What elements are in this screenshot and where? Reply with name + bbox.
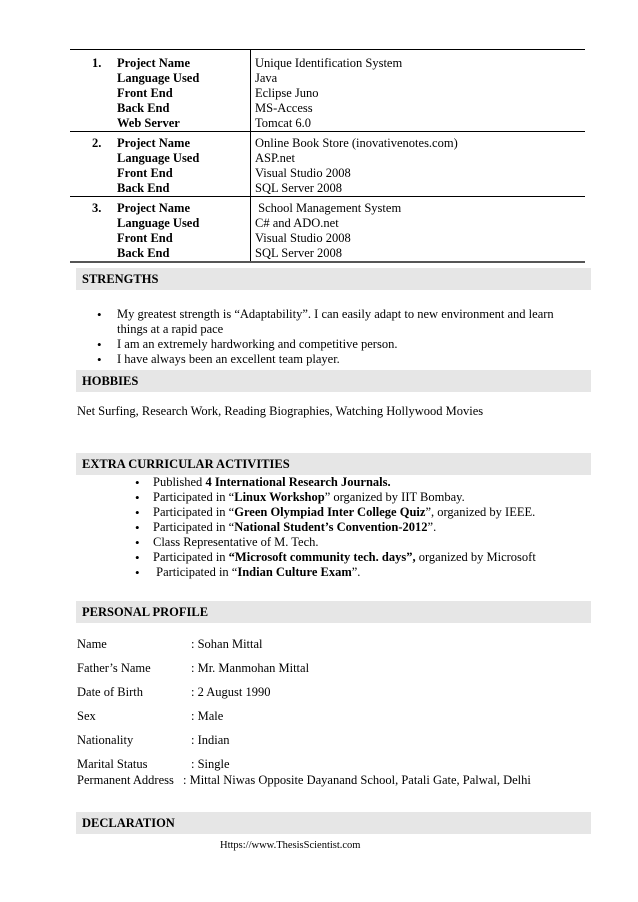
profile-key: Sex xyxy=(77,709,96,723)
extra-curricular-header: EXTRA CURRICULAR ACTIVITIES xyxy=(76,453,591,475)
project-field-label: Back End xyxy=(117,101,170,115)
profile-key: Date of Birth xyxy=(77,685,143,699)
project-field-value: Eclipse Juno xyxy=(255,86,319,100)
activity-text-bold: 4 International Research Journals. xyxy=(205,475,391,489)
project-number xyxy=(92,86,117,101)
activity-text-bold: Indian Culture Exam xyxy=(237,565,352,579)
project-number xyxy=(92,231,117,246)
project-field-label: Web Server xyxy=(117,116,180,130)
project-field-label: Project Name xyxy=(117,136,190,150)
profile-value: : Single xyxy=(191,757,230,771)
bullet-icon: • xyxy=(135,565,140,580)
activity-text-pre: Participated in “ xyxy=(153,490,235,504)
activity-text-pre: Published xyxy=(153,475,206,489)
project-values xyxy=(251,132,586,197)
list-item xyxy=(135,535,585,550)
project-number xyxy=(92,71,117,86)
list-item xyxy=(135,475,585,490)
permanent-address: Permanent Address : Mittal Niwas Opposite Dayanand School, Patali Gate, Palwal, Delhi xyxy=(77,773,531,787)
project-number xyxy=(92,151,117,166)
activity-text-post: organized by Microsoft xyxy=(415,550,536,564)
list-item: • My greatest strength is “Adaptability”. I can easily adapt to new environment and learn xyxy=(97,307,554,322)
profile-key: Name xyxy=(77,637,107,651)
project-number: 1. xyxy=(92,56,102,70)
activity-text-post: ”. xyxy=(351,565,361,579)
profile-row xyxy=(77,757,230,772)
hobbies-header: HOBBIES xyxy=(76,370,591,392)
project-field-label: Front End xyxy=(117,86,173,100)
project-field-label: Language Used xyxy=(117,216,200,230)
project-field-label: Back End xyxy=(117,181,170,195)
activity-text-pre: Participated in “ xyxy=(153,505,235,519)
declaration-header: DECLARATION xyxy=(76,812,591,834)
profile-value: : 2 August 1990 xyxy=(191,685,271,699)
activity-text-bold: National Student’s Convention-2012 xyxy=(234,520,428,534)
project-field-value: Unique Identification System xyxy=(255,56,403,70)
project-field-value: SQL Server 2008 xyxy=(255,181,343,195)
list-item: • I have always been an excellent team player. xyxy=(97,352,340,367)
profile-key: Nationality xyxy=(77,733,134,747)
project-field-value: C# and ADO.net xyxy=(255,216,339,230)
profile-value: : Male xyxy=(191,709,224,723)
project-row xyxy=(70,197,585,263)
bullet-icon: • xyxy=(97,307,102,322)
projects-table xyxy=(70,49,585,263)
list-item xyxy=(135,490,585,505)
project-labels xyxy=(70,50,251,132)
project-values xyxy=(251,197,586,263)
profile-row xyxy=(77,733,230,748)
project-field-label: Front End xyxy=(117,166,173,180)
activity-text-pre: Participated in xyxy=(153,550,229,564)
project-number xyxy=(92,181,117,196)
bullet-icon: • xyxy=(135,550,140,565)
activity-text-post: ”. xyxy=(427,520,437,534)
bullet-icon: • xyxy=(135,490,140,505)
footer-url: Https://www.ThesisScientist.com xyxy=(220,840,361,851)
profile-row xyxy=(77,685,271,700)
activity-text-pre: Participated in “ xyxy=(153,520,235,534)
activity-text-post: ”, organized by IEEE. xyxy=(425,505,536,519)
list-item: • I am an extremely hardworking and competitive person. xyxy=(97,337,398,352)
project-field-value: Visual Studio 2008 xyxy=(255,231,351,245)
project-field-value: SQL Server 2008 xyxy=(255,246,343,260)
bullet-icon: • xyxy=(135,505,140,520)
project-field-label: Project Name xyxy=(117,201,190,215)
strengths-header: STRENGTHS xyxy=(76,268,591,290)
profile-key: Marital Status xyxy=(77,757,148,771)
project-number xyxy=(92,116,117,131)
list-item xyxy=(135,505,585,520)
profile-row xyxy=(77,637,263,652)
profile-row xyxy=(77,661,309,676)
project-field-value: Tomcat 6.0 xyxy=(255,116,312,130)
project-labels xyxy=(70,132,251,197)
project-number xyxy=(92,166,117,181)
personal-profile-header: PERSONAL PROFILE xyxy=(76,601,591,623)
project-field-value: Visual Studio 2008 xyxy=(255,166,351,180)
profile-value: : Mr. Manmohan Mittal xyxy=(191,661,310,675)
activity-text-pre: Class Representative of M. Tech. xyxy=(153,535,319,549)
project-labels xyxy=(70,197,251,263)
project-number: 3. xyxy=(92,201,102,215)
activity-text-pre: Participated in “ xyxy=(153,565,238,579)
activity-text-bold: “Microsoft community tech. days”, xyxy=(228,550,416,564)
strengths-list xyxy=(97,307,587,367)
project-field-value: MS-Access xyxy=(255,101,313,115)
profile-value: : Indian xyxy=(191,733,230,747)
list-item xyxy=(135,550,585,565)
project-number xyxy=(92,101,117,116)
bullet-icon: • xyxy=(97,352,102,367)
project-field-label: Language Used xyxy=(117,71,200,85)
bullet-icon: • xyxy=(135,520,140,535)
profile-value: : Sohan Mittal xyxy=(191,637,263,651)
profile-key: Father’s Name xyxy=(77,661,151,675)
extra-curricular-list xyxy=(135,475,585,580)
project-row xyxy=(70,50,585,132)
project-field-label: Language Used xyxy=(117,151,200,165)
project-number xyxy=(92,246,117,261)
activity-text-bold: Green Olympiad Inter College Quiz xyxy=(234,505,426,519)
bullet-icon: • xyxy=(97,337,102,352)
project-field-value: Java xyxy=(255,71,278,85)
list-item xyxy=(135,565,585,580)
project-field-value: Online Book Store (inovativenotes.com) xyxy=(255,136,458,150)
project-field-value: ASP.net xyxy=(255,151,295,165)
activity-text-post: ” organized by IIT Bombay. xyxy=(324,490,465,504)
hobbies-text: Net Surfing, Research Work, Reading Biographies, Watching Hollywood Movies xyxy=(77,404,484,418)
bullet-icon: • xyxy=(135,475,140,490)
project-number: 2. xyxy=(92,136,102,150)
project-field-label: Front End xyxy=(117,231,173,245)
activity-text-bold: Linux Workshop xyxy=(234,490,325,504)
project-field-value: School Management System xyxy=(255,201,402,215)
project-field-label: Back End xyxy=(117,246,170,260)
bullet-icon: • xyxy=(135,535,140,550)
project-row xyxy=(70,132,585,197)
project-number xyxy=(92,216,117,231)
profile-row xyxy=(77,709,223,724)
project-values xyxy=(251,50,586,132)
list-item xyxy=(135,520,585,535)
list-item: things at a rapid pace xyxy=(117,322,224,336)
project-field-label: Project Name xyxy=(117,56,190,70)
